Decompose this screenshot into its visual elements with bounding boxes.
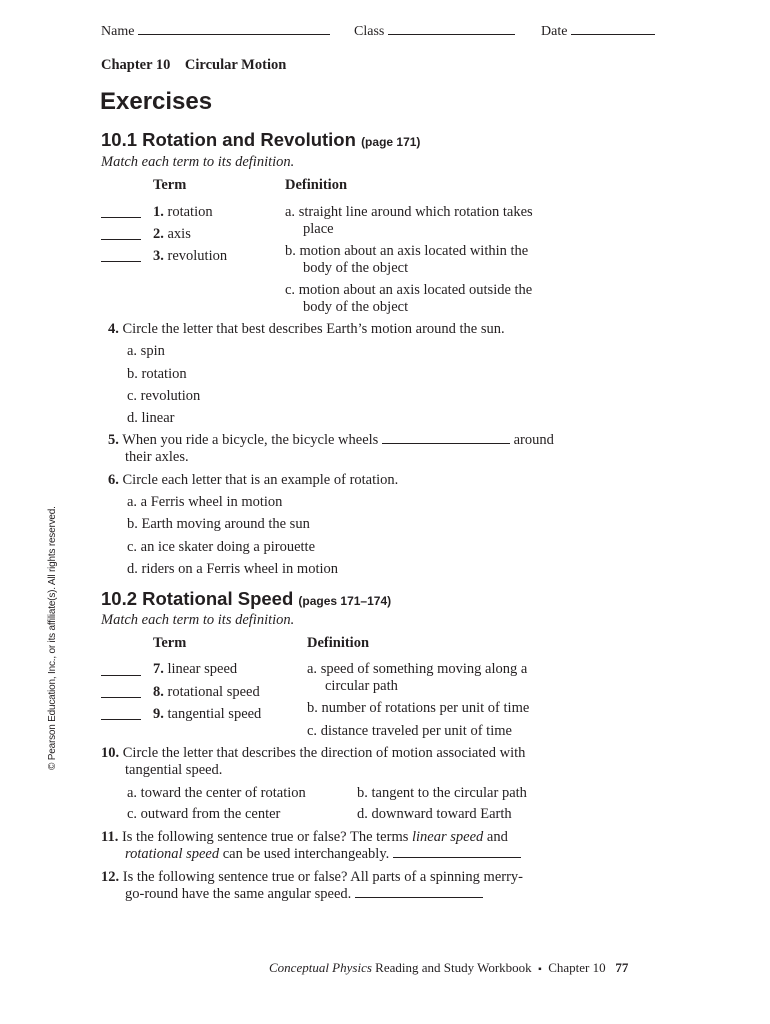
date-field bbox=[541, 24, 655, 40]
definition-line: body of the object bbox=[303, 299, 409, 315]
answer-blank-9[interactable] bbox=[101, 718, 141, 720]
question-12: 12. Is the following sentence true or false? All parts of a spinning merry- bbox=[101, 869, 523, 885]
instruction: Match each term to its definition. bbox=[101, 612, 295, 628]
definition-header: Definition bbox=[285, 177, 348, 193]
option[interactable]: b. tangent to the circular path bbox=[357, 785, 527, 801]
term-item: 8. rotational speed bbox=[153, 684, 260, 700]
option[interactable]: b. rotation bbox=[127, 366, 187, 382]
definition-item: a. speed of something moving along a bbox=[307, 661, 528, 677]
definition-line: body of the object bbox=[303, 260, 409, 276]
class-blank[interactable] bbox=[388, 33, 515, 35]
definition-item: c. motion about an axis located outside the bbox=[285, 282, 533, 298]
option[interactable]: d. linear bbox=[127, 410, 175, 426]
question-10: 10. Circle the letter that describes the direction of motion associated with bbox=[101, 745, 526, 761]
term-item: 7. linear speed bbox=[153, 661, 238, 677]
option[interactable]: c. an ice skater doing a pirouette bbox=[127, 539, 316, 555]
definition-line: circular path bbox=[325, 678, 398, 694]
answer-blank-5[interactable] bbox=[382, 442, 510, 444]
option[interactable]: a. a Ferris wheel in motion bbox=[127, 494, 283, 510]
section-pages: (page 171) bbox=[361, 135, 421, 149]
footer-chapter: Chapter 10 bbox=[548, 960, 606, 975]
definition-item: b. motion about an axis located within the bbox=[285, 243, 529, 259]
option[interactable]: c. revolution bbox=[127, 388, 201, 404]
option[interactable]: a. toward the center of rotation bbox=[127, 785, 306, 801]
term-item: 1. rotation bbox=[153, 204, 213, 220]
bullet-icon: ▪ bbox=[538, 964, 542, 975]
term-item: 9. tangential speed bbox=[153, 706, 262, 722]
question-line: tangential speed. bbox=[125, 762, 223, 778]
instruction: Match each term to its definition. bbox=[101, 154, 295, 170]
answer-blank-12[interactable] bbox=[355, 896, 483, 898]
answer-blank-2[interactable] bbox=[101, 238, 141, 240]
question-line: rotational speed can be used interchangeably. bbox=[125, 846, 521, 863]
question-line: their axles. bbox=[125, 449, 189, 465]
definition-item: c. distance traveled per unit of time bbox=[307, 723, 512, 739]
definition-item: a. straight line around which rotation takes bbox=[285, 204, 533, 220]
definition-line: place bbox=[303, 221, 334, 237]
question-4: 4. Circle the letter that best describes Earth’s motion around the sun. bbox=[108, 321, 505, 337]
term-item: 3. revolution bbox=[153, 248, 228, 264]
answer-blank-1[interactable] bbox=[101, 216, 141, 218]
section-heading-10-1 bbox=[101, 129, 420, 151]
option[interactable]: d. downward toward Earth bbox=[357, 806, 512, 822]
question-11: 11. Is the following sentence true or false? The terms linear speed and bbox=[101, 829, 508, 845]
section-heading-10-2 bbox=[101, 588, 391, 610]
page-title: Exercises bbox=[100, 88, 213, 115]
term-header: Term bbox=[153, 635, 187, 651]
question-6: 6. Circle each letter that is an example of rotation. bbox=[108, 472, 399, 488]
term-item: 2. axis bbox=[153, 226, 191, 242]
option[interactable]: d. riders on a Ferris wheel in motion bbox=[127, 561, 339, 577]
answer-blank-11[interactable] bbox=[393, 856, 521, 858]
chapter-number: Chapter 10 bbox=[101, 57, 171, 73]
chapter-title: Circular Motion bbox=[184, 57, 287, 73]
option[interactable]: b. Earth moving around the sun bbox=[127, 516, 310, 532]
date-blank[interactable] bbox=[571, 33, 655, 35]
name-label: Name bbox=[101, 24, 135, 39]
question-line: go-round have the same angular speed. bbox=[125, 886, 483, 903]
book-title: Conceptual Physics bbox=[269, 960, 372, 975]
book-subtitle: Reading and Study Workbook bbox=[371, 960, 532, 975]
question-5: 5. When you ride a bicycle, the bicycle wheels around bbox=[108, 432, 554, 448]
term-header: Term bbox=[153, 177, 187, 193]
chapter-heading bbox=[101, 57, 286, 74]
page-number: 77 bbox=[615, 960, 629, 975]
class-label: Class bbox=[354, 24, 385, 39]
answer-blank-8[interactable] bbox=[101, 696, 141, 698]
answer-blank-3[interactable] bbox=[101, 260, 141, 262]
definition-header: Definition bbox=[307, 635, 370, 651]
option[interactable]: c. outward from the center bbox=[127, 806, 281, 822]
section-title: 10.2 Rotational Speed bbox=[101, 588, 294, 609]
section-title: 10.1 Rotation and Revolution bbox=[101, 129, 356, 150]
answer-blank-7[interactable] bbox=[101, 674, 141, 676]
page-footer bbox=[269, 960, 628, 976]
name-field bbox=[101, 24, 330, 40]
date-label: Date bbox=[541, 24, 568, 39]
name-blank[interactable] bbox=[138, 33, 330, 35]
section-pages: (pages 171–174) bbox=[298, 594, 392, 608]
definition-item: b. number of rotations per unit of time bbox=[307, 700, 530, 716]
copyright-notice: © Pearson Education, Inc., or its affiliate(s). All rights reserved. bbox=[47, 506, 58, 770]
class-field bbox=[354, 24, 515, 40]
option[interactable]: a. spin bbox=[127, 343, 165, 359]
